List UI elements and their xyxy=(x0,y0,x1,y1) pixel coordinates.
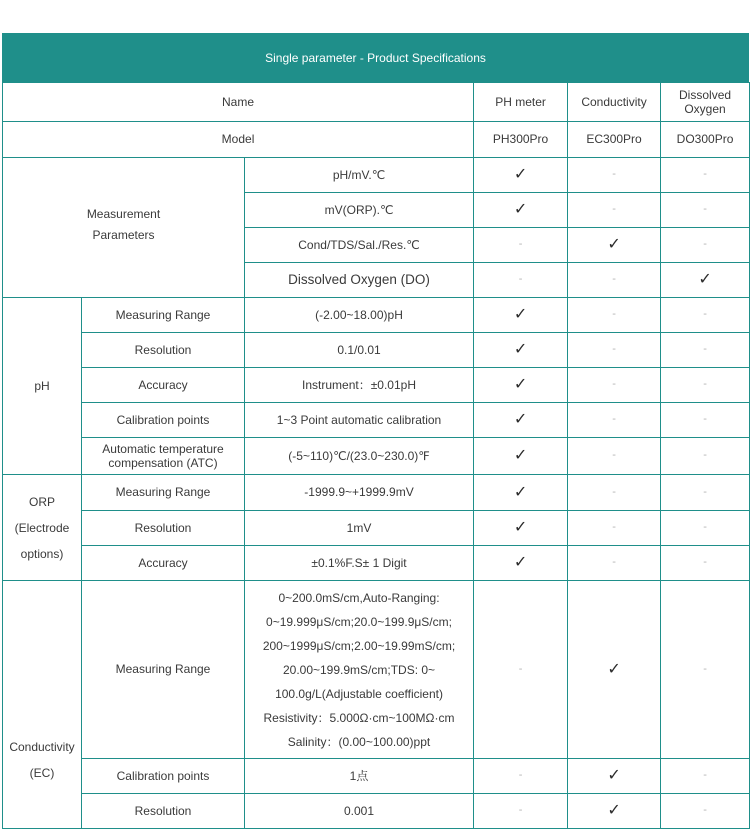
model-label: Model xyxy=(3,122,474,158)
row-label: Measuring Range xyxy=(82,298,245,333)
dash-icon: - xyxy=(661,438,750,475)
table-row xyxy=(3,403,750,438)
atc-label-line2: compensation (ATC) xyxy=(108,456,218,470)
check-icon: ✓ xyxy=(474,511,568,546)
dash-icon: - xyxy=(568,298,661,333)
dash-icon: - xyxy=(568,438,661,475)
row-label: Measuring Range xyxy=(82,475,245,511)
table-title: Single parameter - Product Specifications xyxy=(2,33,749,82)
table-row xyxy=(3,581,750,759)
dash-icon: - xyxy=(661,298,750,333)
ec-group-line2: (EC) xyxy=(29,765,55,780)
dash-icon: - xyxy=(568,368,661,403)
ec-range-line: 0~200.0mS/cm,Auto-Ranging: xyxy=(278,590,440,605)
dash-icon: - xyxy=(661,759,750,794)
row-value: (-5~110)℃/(23.0~230.0)℉ xyxy=(245,438,474,475)
check-icon: ✓ xyxy=(474,368,568,403)
spec-table-container xyxy=(2,33,749,829)
ec-range-line: Resistivity：5.000Ω·cm~100MΩ·cm xyxy=(263,710,455,725)
dash-icon: - xyxy=(568,403,661,438)
table-row-header xyxy=(3,83,750,122)
dash-icon: - xyxy=(661,158,750,193)
table-row xyxy=(3,158,750,193)
row-label: Accuracy xyxy=(82,546,245,581)
measurement-group-line2: Parameters xyxy=(92,227,155,242)
dash-icon: - xyxy=(661,228,750,263)
dash-icon: - xyxy=(568,263,661,298)
row-value: 0.1/0.01 xyxy=(245,333,474,368)
ec-range-line: 0~19.999μS/cm;20.0~199.9μS/cm; xyxy=(266,614,452,629)
check-icon: ✓ xyxy=(474,438,568,475)
ec-range-line: 100.0g/L(Adjustable coefficient) xyxy=(275,686,443,701)
dash-icon: - xyxy=(661,333,750,368)
ec-range-value xyxy=(245,581,474,759)
table-row xyxy=(3,475,750,511)
dash-icon: - xyxy=(661,475,750,511)
row-label: Resolution xyxy=(82,794,245,829)
check-icon: ✓ xyxy=(474,333,568,368)
check-icon: ✓ xyxy=(474,403,568,438)
check-icon: ✓ xyxy=(474,193,568,228)
atc-label-line1: Automatic temperature xyxy=(102,441,224,456)
dash-icon: - xyxy=(568,193,661,228)
param-value: Cond/TDS/Sal./Res.℃ xyxy=(245,228,474,263)
dash-icon: - xyxy=(474,794,568,829)
model-ec: EC300Pro xyxy=(568,122,661,158)
dash-icon: - xyxy=(661,368,750,403)
ec-range-line: 20.00~199.9mS/cm;TDS: 0~ xyxy=(282,662,436,677)
orp-group-line1: ORP xyxy=(28,494,55,509)
table-row xyxy=(3,298,750,333)
row-label: Resolution xyxy=(82,333,245,368)
dash-icon: - xyxy=(661,193,750,228)
row-value: 0.001 xyxy=(245,794,474,829)
ec-range-line: Salinity：(0.00~100.00)ppt xyxy=(287,734,431,749)
measurement-group-line1: Measurement xyxy=(86,207,161,222)
ec-group-line1: Conductivity xyxy=(9,739,75,754)
dash-icon: - xyxy=(474,263,568,298)
table-row xyxy=(3,759,750,794)
check-icon: ✓ xyxy=(474,546,568,581)
conductivity-header: Conductivity xyxy=(568,83,661,122)
row-value: Instrument：±0.01pH xyxy=(245,368,474,403)
param-value: Dissolved Oxygen (DO) xyxy=(245,263,474,298)
row-value: 1~3 Point automatic calibration xyxy=(245,403,474,438)
model-ph: PH300Pro xyxy=(474,122,568,158)
spec-table xyxy=(2,82,750,829)
row-value: 1点 xyxy=(245,759,474,794)
orp-group-line3: options) xyxy=(20,546,64,561)
ph-meter-header: PH meter xyxy=(474,83,568,122)
row-value: 1mV xyxy=(245,511,474,546)
table-row xyxy=(3,438,750,475)
table-row xyxy=(3,794,750,829)
model-do: DO300Pro xyxy=(661,122,750,158)
row-label: Resolution xyxy=(82,511,245,546)
row-value: ±0.1%F.S± 1 Digit xyxy=(245,546,474,581)
dash-icon: - xyxy=(474,581,568,759)
dash-icon: - xyxy=(661,511,750,546)
dash-icon: - xyxy=(568,158,661,193)
table-row xyxy=(3,546,750,581)
row-value: -1999.9~+1999.9mV xyxy=(245,475,474,511)
check-icon: ✓ xyxy=(568,759,661,794)
param-value: mV(ORP).℃ xyxy=(245,193,474,228)
orp-group xyxy=(3,475,82,581)
ph-group: pH xyxy=(3,298,82,475)
dash-icon: - xyxy=(474,759,568,794)
measurement-group xyxy=(3,158,245,298)
table-row xyxy=(3,511,750,546)
do-header-line1: Dissolved xyxy=(679,87,732,102)
check-icon: ✓ xyxy=(568,581,661,759)
do-header-line2: Oxygen xyxy=(684,102,726,116)
dash-icon: - xyxy=(474,228,568,263)
dash-icon: - xyxy=(568,475,661,511)
check-icon: ✓ xyxy=(661,263,750,298)
dash-icon: - xyxy=(661,403,750,438)
check-icon: ✓ xyxy=(474,298,568,333)
param-value: pH/mV.℃ xyxy=(245,158,474,193)
ec-range-line: 200~1999μS/cm;2.00~19.99mS/cm; xyxy=(262,638,456,653)
check-icon: ✓ xyxy=(568,794,661,829)
dash-icon: - xyxy=(661,546,750,581)
row-value: (-2.00~18.00)pH xyxy=(245,298,474,333)
table-row xyxy=(3,333,750,368)
dash-icon: - xyxy=(661,794,750,829)
dash-icon: - xyxy=(661,581,750,759)
table-row-model xyxy=(3,122,750,158)
row-label: Accuracy xyxy=(82,368,245,403)
name-header: Name xyxy=(3,83,474,122)
row-label: Calibration points xyxy=(82,403,245,438)
dash-icon: - xyxy=(568,333,661,368)
orp-group-line2: (Electrode xyxy=(14,520,70,535)
check-icon: ✓ xyxy=(474,475,568,511)
row-label xyxy=(82,438,245,475)
dissolved-oxygen-header xyxy=(661,83,750,122)
row-label: Measuring Range xyxy=(82,581,245,759)
table-row xyxy=(3,368,750,403)
dash-icon: - xyxy=(568,546,661,581)
check-icon: ✓ xyxy=(568,228,661,263)
row-label: Calibration points xyxy=(82,759,245,794)
ec-group xyxy=(3,581,82,829)
check-icon: ✓ xyxy=(474,158,568,193)
dash-icon: - xyxy=(568,511,661,546)
